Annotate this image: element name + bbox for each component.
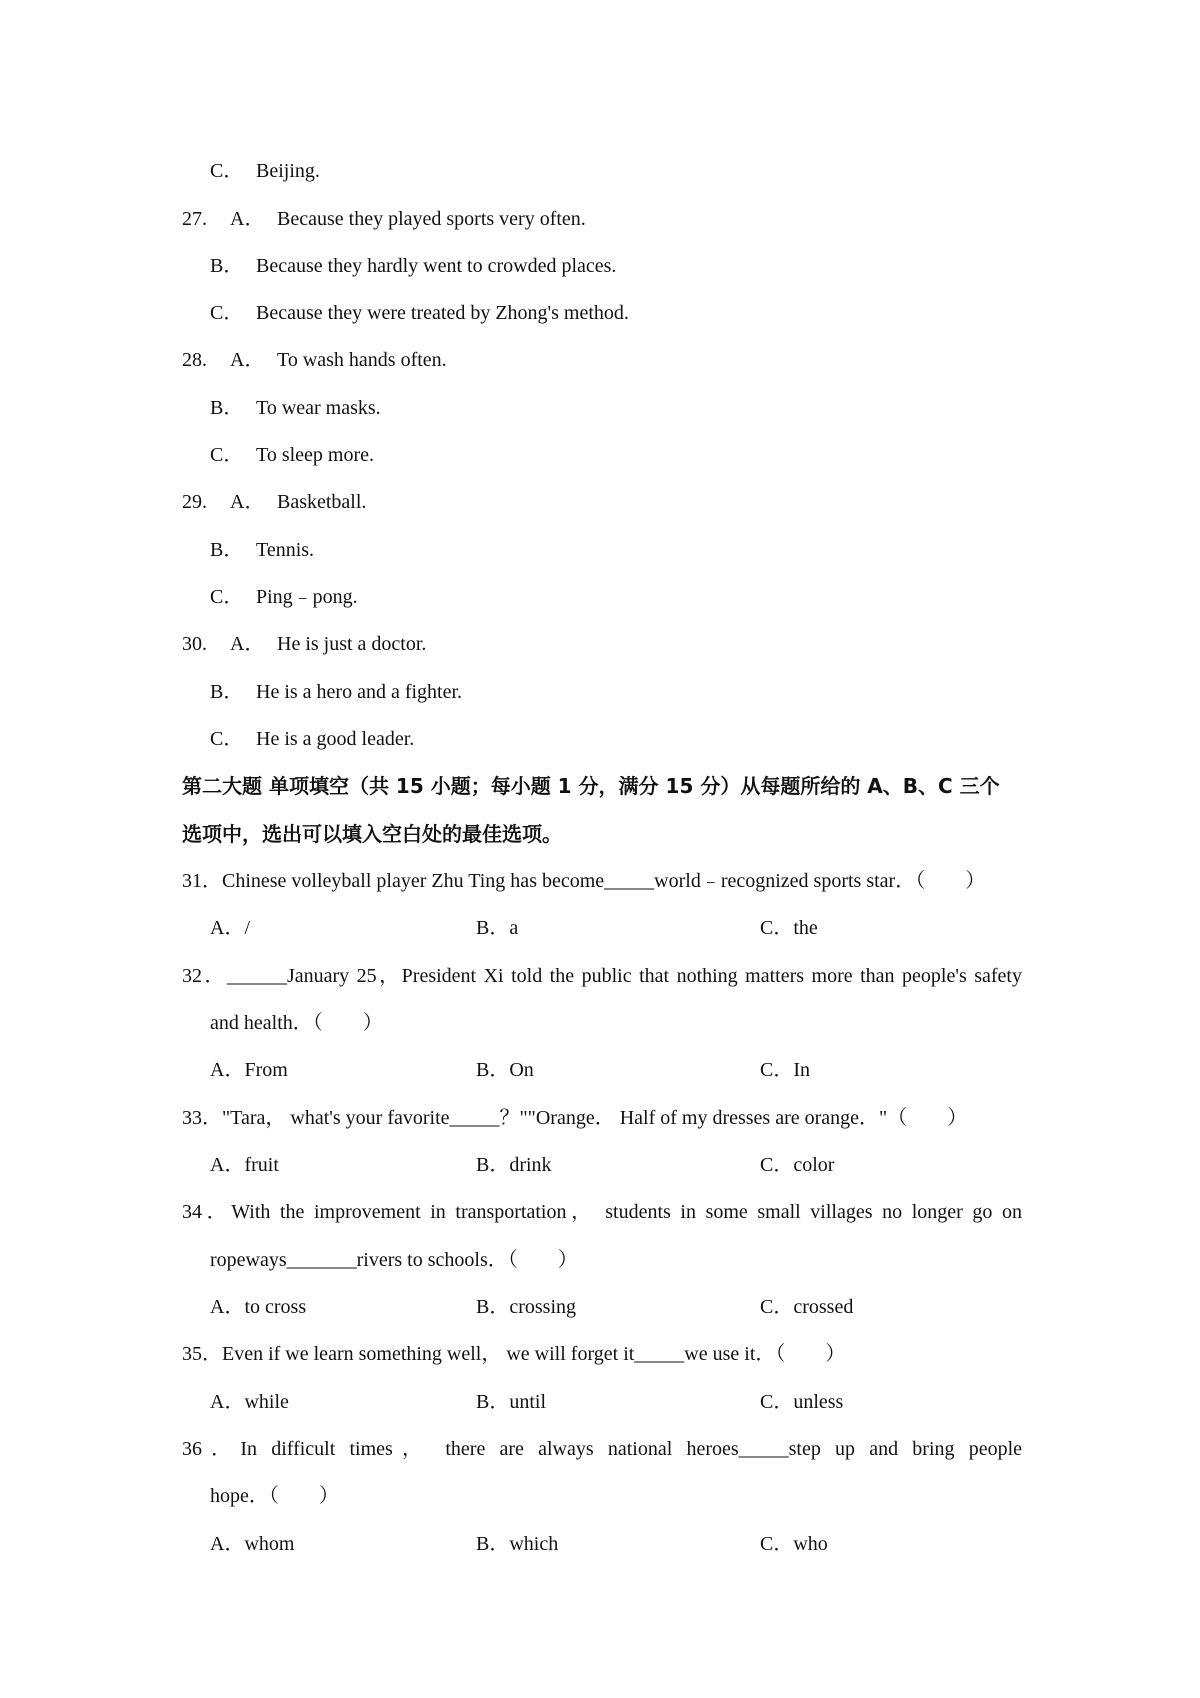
option-label: C． (210, 728, 244, 750)
option-b: B．drink (476, 1154, 552, 1176)
option-label: B． (210, 539, 244, 561)
option-label: A． (230, 633, 265, 655)
option-c: C．unless (760, 1391, 844, 1413)
question-stem-continued: and health．（ ） (210, 1012, 383, 1034)
option-label: A． (230, 208, 265, 230)
option-b: B．until (476, 1391, 547, 1413)
option-label: B． (210, 255, 244, 277)
question-stem: 36．In difficult times， there are always national heroes_____step up and bring people (182, 1438, 1022, 1460)
option-text: Beijing. (256, 160, 320, 182)
section-heading: 第二大题 单项填空（共 15 小题；每小题 1 分，满分 15 分）从每题所给的 A、B、C 三个 (182, 774, 1000, 798)
option-a: A．fruit (210, 1154, 279, 1176)
option-c: C．crossed (760, 1296, 854, 1318)
option-b: B．crossing (476, 1296, 576, 1318)
option-text: To wash hands often. (277, 349, 447, 371)
option-text: He is just a doctor. (277, 633, 427, 655)
question-number: 27. (182, 208, 207, 230)
question-number: 29. (182, 491, 207, 513)
option-a: A．whom (210, 1533, 295, 1555)
option-a: A．From (210, 1059, 288, 1081)
option-text: Because they hardly went to crowded places. (256, 255, 617, 277)
option-label: A． (230, 349, 265, 371)
option-text: He is a good leader. (256, 728, 415, 750)
option-b: B．a (476, 917, 519, 939)
option-text: He is a hero and a fighter. (256, 681, 463, 703)
option-label: C． (210, 586, 244, 608)
option-c: C．color (760, 1154, 835, 1176)
option-c: C．the (760, 917, 818, 939)
option-text: Ping﹣pong. (256, 586, 358, 608)
option-b: B．which (476, 1533, 559, 1555)
question-stem: 35．Even if we learn something well， we will forget it_____we use it．（ ） (182, 1343, 846, 1365)
question-stem-continued: hope．（ ） (210, 1485, 339, 1507)
option-label: A． (230, 491, 265, 513)
option-label: C． (210, 302, 244, 324)
question-stem-continued: ropeways_______rivers to schools．（ ） (210, 1249, 578, 1271)
option-label: B． (210, 681, 244, 703)
question-stem: 32．______January 25，President Xi told the public that nothing matters more than people's safety (182, 965, 1022, 987)
question-stem: 31．Chinese volleyball player Zhu Ting has become_____world﹣recognized sports star．（ ） (182, 870, 986, 892)
option-a: A．to cross (210, 1296, 307, 1318)
section-heading-continued: 选项中，选出可以填入空白处的最佳选项。 (182, 822, 562, 846)
question-number: 28. (182, 349, 207, 371)
option-c: C．In (760, 1059, 810, 1081)
option-b: B．On (476, 1059, 534, 1081)
question-number: 30. (182, 633, 207, 655)
option-text: To sleep more. (256, 444, 375, 466)
option-a: A．while (210, 1391, 289, 1413)
option-label: C． (210, 160, 244, 182)
option-label: B． (210, 397, 244, 419)
option-text: To wear masks. (256, 397, 381, 419)
question-stem: 33．"Tara， what's your favorite_____？""Orange． Half of my dresses are orange．"（ ） (182, 1107, 968, 1129)
option-a: A．/ (210, 917, 250, 939)
option-text: Because they were treated by Zhong's method. (256, 302, 629, 324)
option-c: C．who (760, 1533, 828, 1555)
question-stem: 34．With the improvement in transportation， students in some small villages no longer go on (182, 1201, 1022, 1223)
option-text: Basketball. (277, 491, 367, 513)
option-text: Tennis. (256, 539, 315, 561)
option-label: C． (210, 444, 244, 466)
option-text: Because they played sports very often. (277, 208, 586, 230)
